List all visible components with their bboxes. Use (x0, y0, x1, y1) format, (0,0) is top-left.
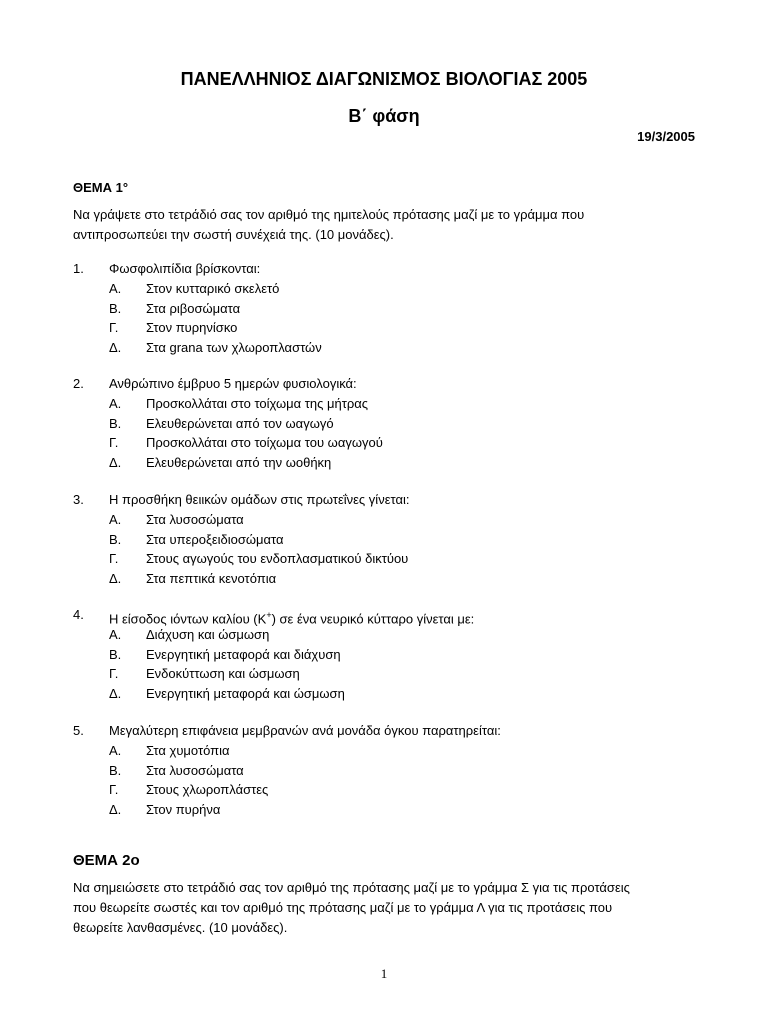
exam-date: 19/3/2005 (637, 129, 695, 144)
option-letter: Γ. (109, 435, 119, 450)
option-letter: Δ. (109, 570, 122, 586)
option-letter: Γ. (109, 666, 119, 681)
answer-option (73, 741, 693, 761)
option-letter: Β. (109, 646, 122, 662)
question-text: Φωσφολιπίδια βρίσκονται: (109, 261, 261, 276)
answer-option (73, 453, 693, 473)
option-letter: Β. (109, 762, 122, 778)
question-stem (73, 490, 693, 510)
option-text: Ελευθερώνεται από τον ωαγωγό (146, 415, 334, 431)
question-4 (73, 605, 693, 703)
option-text: Στους χλωροπλάστες (146, 782, 269, 797)
theme2-instructions-line: που θεωρείτε σωστές και τον αριθμό της πρότασης μαζί με το γράμμα Λ για τις προτάσεις που (73, 900, 613, 915)
question-stem (73, 605, 693, 625)
question-number: 4. (73, 607, 84, 622)
option-letter: Β. (109, 415, 122, 431)
theme2-instructions (73, 878, 703, 938)
question-number: 5. (73, 723, 84, 738)
option-letter: Α. (109, 281, 122, 296)
answer-option (73, 318, 693, 338)
answer-option (73, 530, 693, 550)
answer-option (73, 664, 693, 684)
option-text: Ελευθερώνεται από την ωοθήκη (146, 454, 332, 470)
option-letter: Β. (109, 300, 122, 316)
option-text: Στον πυρηνίσκο (146, 320, 238, 335)
question-stem (73, 721, 693, 741)
option-text: Στον πυρήνα (146, 801, 221, 817)
answer-option (73, 684, 693, 704)
question-stem (73, 259, 693, 279)
question-text: Μεγαλύτερη επιφάνεια μεμβρανών ανά μονάδα όγκου παρατηρείται: (109, 723, 501, 738)
option-letter: Δ. (109, 685, 122, 701)
page-number: 1 (380, 966, 388, 981)
answer-option (73, 394, 693, 414)
question-2 (73, 374, 693, 472)
option-letter: Α. (109, 512, 122, 527)
question-text-part: Η είσοδος ιόντων καλίου (Κ (109, 611, 267, 627)
charge-superscript: + (266, 610, 272, 620)
option-letter: Δ. (109, 339, 122, 355)
answer-option (73, 549, 693, 569)
theme2-instructions-line: Να σημειώσετε στο τετράδιό σας τον αριθμό της πρότασης μαζί με το γράμμα Σ για τις προτάσεις (73, 880, 630, 895)
answer-option (73, 761, 693, 781)
option-text: Προσκολλάται στο τοίχωμα του ωαγωγού (146, 435, 383, 450)
answer-option (73, 279, 693, 299)
option-letter: Γ. (109, 320, 119, 335)
document-subtitle: Β΄ φάση (348, 106, 420, 126)
answer-option (73, 625, 693, 645)
answer-option (73, 569, 693, 589)
answer-option (73, 510, 693, 530)
option-letter: Β. (109, 531, 122, 547)
option-letter: Α. (109, 743, 122, 758)
document-title: ΠΑΝΕΛΛΗΝΙΟΣ ΔΙΑΓΩΝΙΣΜΟΣ ΒΙΟΛΟΓΙΑΣ 2005 (180, 69, 588, 89)
option-text: Στα ριβοσώματα (146, 300, 241, 316)
option-text: Στα υπεροξειδιοσώματα (146, 531, 284, 547)
option-letter: Δ. (109, 801, 122, 817)
answer-option (73, 433, 693, 453)
theme2-heading: ΘΕΜΑ 2ο (73, 852, 140, 869)
option-text: Στα λυσοσώματα (146, 512, 244, 527)
option-text: Στα πεπτικά κενοτόπια (146, 570, 277, 586)
question-3 (73, 490, 693, 588)
question-number: 3. (73, 492, 84, 507)
theme1-instructions-line: Να γράψετε στο τετράδιό σας τον αριθμό της ημιτελούς πρότασης μαζί με το γράμμα που (73, 207, 585, 222)
question-text: Η προσθήκη θειικών ομάδων στις πρωτεΐνες γίνεται: (109, 492, 410, 507)
question-text-part: ) σε ένα νευρικό κύτταρο γίνεται με: (271, 611, 475, 627)
theme1-instructions (73, 205, 673, 245)
question-1 (73, 259, 693, 357)
option-letter: Α. (109, 627, 122, 642)
theme1-instructions-line: αντιπροσωπεύει την σωστή συνέχειά της. (10 μονάδες). (73, 227, 394, 242)
theme1-heading: ΘΕΜΑ 1° (73, 180, 129, 195)
option-text: Στα λυσοσώματα (146, 762, 244, 778)
option-text: Προσκολλάται στο τοίχωμα της μήτρας (146, 396, 369, 411)
option-letter: Α. (109, 396, 122, 411)
answer-option (73, 800, 693, 820)
option-text: Στον κυτταρικό σκελετό (146, 281, 280, 296)
answer-option (73, 338, 693, 358)
option-text: Ενεργητική μεταφορά και ώσμωση (146, 685, 345, 701)
option-text: Ενδοκύττωση και ώσμωση (146, 666, 300, 681)
option-letter: Γ. (109, 782, 119, 797)
theme2-instructions-line: θεωρείτε λανθασμένες. (10 μονάδες). (73, 920, 288, 935)
question-stem (73, 374, 693, 394)
option-text: Στους αγωγούς του ενδοπλασματικού δικτύου (146, 551, 409, 566)
option-text: Στα χυμοτόπια (146, 743, 230, 758)
question-text: Ανθρώπινο έμβρυο 5 ημερών φυσιολογικά: (109, 376, 357, 391)
option-text: Διάχυση και ώσμωση (146, 627, 270, 642)
answer-option (73, 414, 693, 434)
option-text: Στα grana των χλωροπλαστών (146, 339, 322, 355)
answer-option (73, 299, 693, 319)
question-5 (73, 721, 693, 819)
question-number: 2. (73, 376, 84, 391)
option-text: Ενεργητική μεταφορά και διάχυση (146, 646, 341, 662)
question-number: 1. (73, 261, 84, 276)
option-letter: Γ. (109, 551, 119, 566)
option-letter: Δ. (109, 454, 122, 470)
answer-option (73, 780, 693, 800)
answer-option (73, 645, 693, 665)
